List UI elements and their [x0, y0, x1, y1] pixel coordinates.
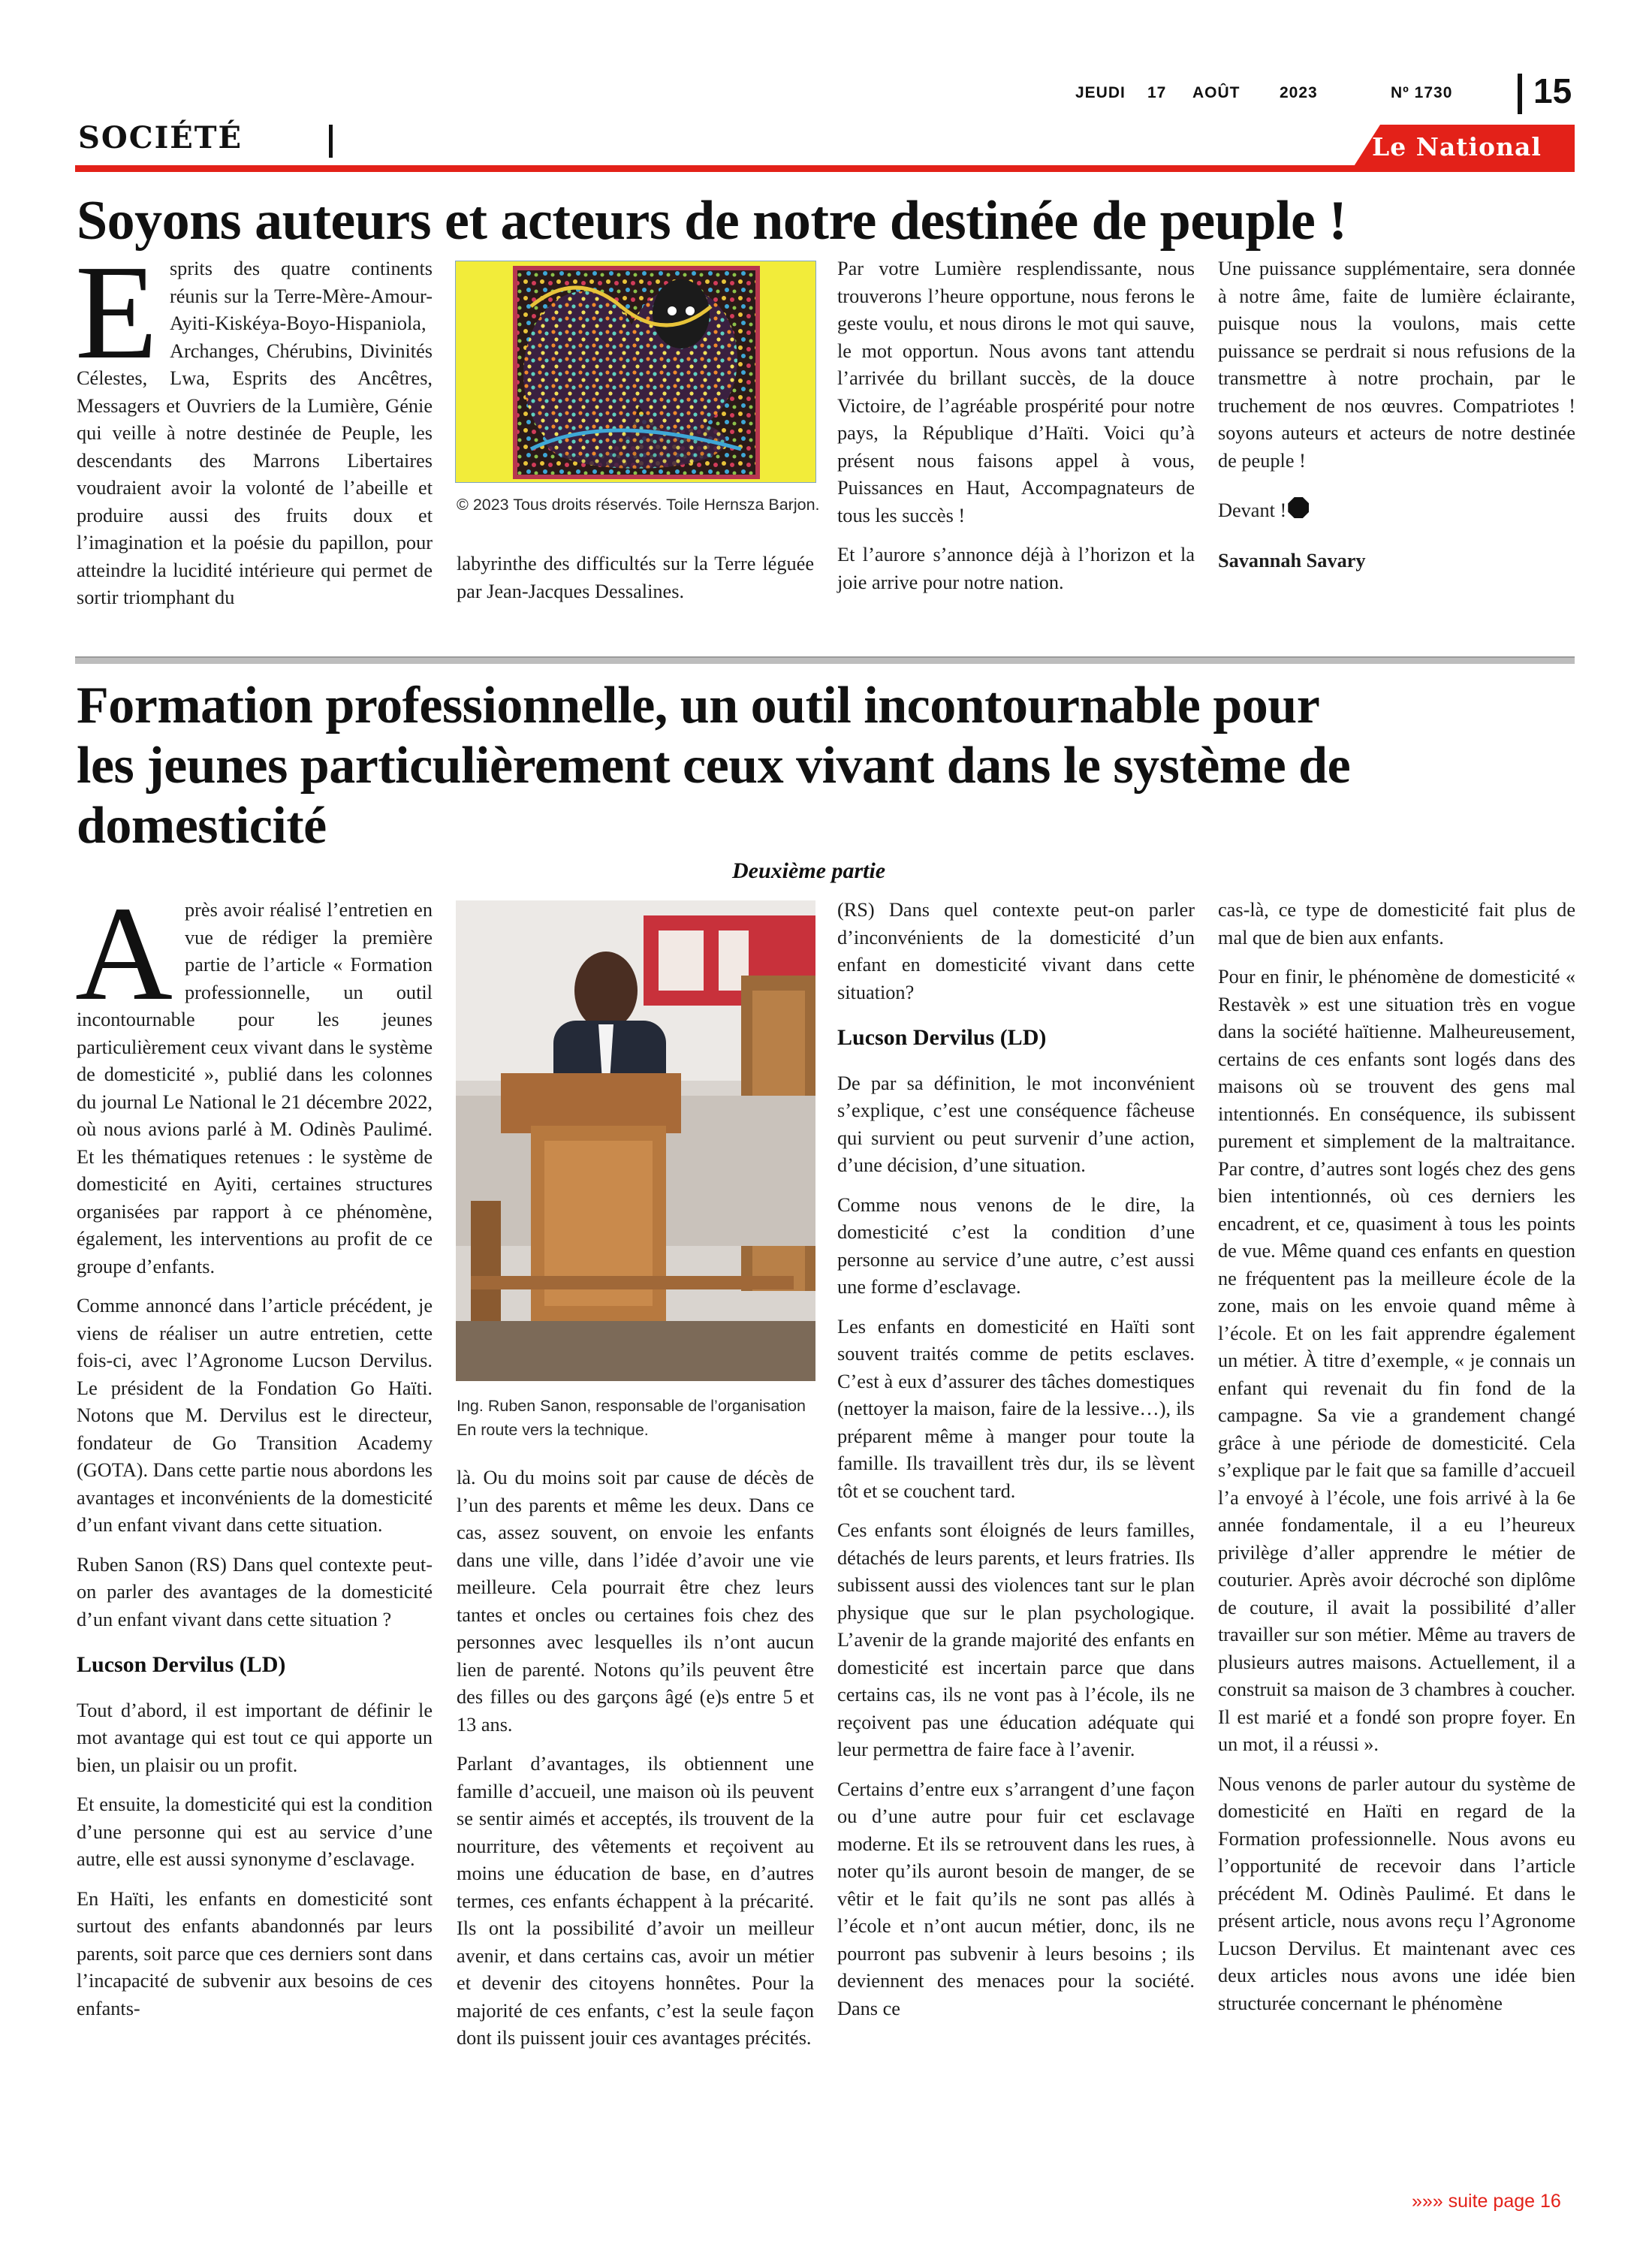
article1-text-2: labyrinthe des difficultés sur la Terre léguée par Jean-Jacques Dessalines.	[457, 553, 814, 602]
header-month: AOÛT	[1192, 84, 1241, 101]
article1-dropcap: E	[75, 237, 158, 387]
article2-text-12: Les enfants en domesticité en Haïti sont souvent traités comme de petits esclaves. C’est à eux d’assurer des tâches domestiques (nettoyer la maison, faire de la lessive…), ils préparent même à manger pour toute la famille. Ils travaillent très dur, ils se lèvent tôt et se couchent tard.	[837, 1315, 1195, 1502]
article2-text-11: Comme nous venons de le dire, la domesticité c’est la condition d’une personne au service d’une autre, c’est aussi une forme d’esclavage.	[837, 1193, 1195, 1298]
article1-author: Savannah Savary	[1218, 549, 1366, 572]
end-mark-icon	[1288, 497, 1309, 518]
article2-text-16: Pour en finir, le phénomène de domesticité « Restavèk » est une situation très en vogue dans la société haïtienne. Malheureusement, certains de ces enfants sont logés dans des maisons où se trouvent des gens mal intentionnés. En conséquence, ils subissent purement et simplement de la maltraitance. Par contre, d’autres sont logés chez des gens bien intentionnés, où ces derniers les encadrent, et ce, quasiment à tous les points de vue. Même quand ces enfants en question ne fréquentent pas la meilleure école de la zone, mais on les envoie quand même à l’école. Et on les fait apprendre également un métier. À titre d’exemple, « je connais un enfant qui revenait du fin fond de la campagne. Sa vie a grandement changé grâce à une période de domesticité. Cela s’explique par le fait que sa famille d’accueil l’a envoyé à l’école, une fois arrivé à la 6e année fondamentale, il a eu l’heureux privilège d’aller apprendre le métier de couturier. Après avoir décroché son diplôme de couture, il avait la possibilité d’aller travailler sur son métier. Même au travers de plusieurs autres maisons. Actuellement, il a construit sa maison de 3 chambres à coucher. Il est marié et a fondé son propre foyer. En un mot, il a réussi ».	[1218, 966, 1575, 1755]
article1-col3	[837, 255, 1195, 596]
article1-text-1: sprits des quatre continents réunis sur la Terre-Mère-Amour-Ayiti-Kiskéya-Boyo-Hispaniola, Archanges, Chérubins, Divinités Célestes, Lwa, Esprits des Ancêtres, Messagers et Ouvriers de la Lumière, Génie qui veille à notre destinée de Peuple, les descendants des Marrons Libertaires voudraient avoir la volonté de l’abeille et produire aussi des fruits doux et l’imagination et la poésie du papillon, pour atteindre la lucidité intérieure qui permet de sortir triomphant du	[77, 258, 433, 608]
article1-col2	[457, 550, 814, 605]
painting-caption: © 2023 Tous droits réservés. Toile Hernsza Barjon.	[457, 496, 820, 514]
header-separator	[1518, 74, 1522, 114]
article2-text-9: (RS) Dans quel contexte peut-on parler d’inconvénients de la domesticité d’un enfant en domesticité vivant dans cette situation?	[837, 899, 1195, 1003]
article2-text-2: Comme annoncé dans l’article précédent, je viens de réaliser un autre entretien, cette fois-ci, avec l’Agronome Lucson Dervilus. Le président de la Fondation Go Haïti. Notons que M. Dervilus est le directeur, fondateur de Go Transition Academy (GOTA). Dans cette partie nous abordons les avantages et inconvénients de la domesticité d’un enfant vivant dans cette situation.	[77, 1295, 433, 1536]
article2-text-7: là. Ou du moins soit par cause de décès de l’un des parents et même les deux. Dans ce cas, assez souvent, on envoie les enfants dans une ville, dans l’idée d’avoir une vie meilleure. Cela pourrait être chez leurs tantes et oncles ou certaines fois chez des personnes avec lesquelles ils n’ont aucun lien de parenté. Notons qu’ils peuvent être des filles ou des garçons âgé (e)s entre 5 et 13 ans.	[457, 1467, 814, 1736]
article2-text-8: Parlant d’avantages, ils obtiennent une famille d’accueil, une maison où ils peuvent se sentir aimés et acceptés, ils trouvent de la nourriture, des vêtements et reçoivent au moins une éducation de base, en d’autres termes, ces enfants échappent à la précarité. Ils ont la possibilité d’avoir un meilleur avenir, et dans certains cas, avoir un métier et devenir des citoyens honnêtes. Pour la majorité de ces enfants, c’est la seule façon dont ils puissent jouir ces avantages précités.	[457, 1753, 814, 2049]
article1-text-4: Et l’aurore s’annonce déjà à l’horizon et la joie arrive pour notre nation.	[837, 544, 1195, 593]
article2-title-line1: Formation professionnelle, un outil incontournable pour	[77, 677, 1320, 734]
article2-title	[77, 676, 1350, 856]
article1-text-5: Une puissance supplémentaire, sera donnée à notre âme, faite de lumière éclairante, puisque nous la voulons, mais cette puissance se perdrait si nous refusions de la transmettre à notre prochain, par le truchement de nos œuvres. Compatriotes ! soyons auteurs et acteurs de notre destinée de peuple !	[1218, 258, 1575, 472]
page-number: 15	[1533, 71, 1572, 110]
article1-title: Soyons auteurs et acteurs de notre destinée de peuple !	[77, 190, 1347, 252]
article2-col2	[457, 1464, 814, 2052]
interviewee-heading-1: Lucson Dervilus (LD)	[77, 1652, 286, 1677]
header-rule	[75, 165, 1575, 172]
article2-text-10: De par sa définition, le mot inconvénient s’explique, c’est une conséquence fâcheuse qui survient ou peut survenir d’une action, d’une décision, d’une situation.	[837, 1072, 1195, 1176]
interviewee-heading-2: Lucson Dervilus (LD)	[837, 1025, 1047, 1050]
header-day: JEUDI	[1075, 84, 1126, 101]
article2-text-5: Et ensuite, la domesticité qui est la condition d’une personne qui est au service d’une autre, elle est aussi synonyme d’esclavage.	[77, 1793, 433, 1870]
article2-col3	[837, 897, 1195, 2022]
header-date: 17	[1147, 84, 1167, 101]
article2-title-line3: domesticité	[77, 797, 327, 855]
speaker-photo-caption: Ing. Ruben Sanon, responsable de l’organisation En route vers la technique.	[457, 1397, 806, 1439]
continued-link[interactable]: »»» suite page 16	[1412, 2191, 1561, 2212]
article-divider	[75, 656, 1575, 664]
article1-col4	[1218, 255, 1575, 575]
article1-text-3: Par votre Lumière resplendissante, nous trouverons l’heure opportune, nous ferons le geste voulu, et nous dirons le mot qui sauve, le mot opportun. Nous avons tant attendu l’arrivée du brillant succès, de la douce Victoire, de l’agréable prospérité pour notre pays, la République d’Haïti. Voici qu’à présent nous faisons appel à vous, Puissances en Haut, Accompagnateurs de tous les succès !	[837, 258, 1195, 526]
header-issue: Nº 1730	[1391, 84, 1453, 101]
article2-text-6: En Haïti, les enfants en domesticité sont surtout des enfants abandonnés par leurs parents, soit parce que ces derniers sont dans l’incapacité de subvenir aux besoins de ces enfants-	[77, 1887, 433, 2019]
painting-image	[455, 261, 816, 483]
section-label: SOCIÉTÉ	[78, 120, 243, 155]
header-year: 2023	[1280, 84, 1318, 101]
article1-devant: Devant !	[1218, 499, 1287, 521]
article2-title-line2: les jeunes particulièrement ceux vivant dans le système de	[77, 737, 1351, 795]
article2-text-17: Nous venons de parler autour du système de domesticité en Haïti en regard de la Formation professionnelle. Nous avons eu l’opportunité de recevoir dans l’article précédent M. Odinès Paulimé. Et dans le présent article, nous avons reçu l’Agronome Lucson Dervilus. Et maintenant avec ces deux articles nous avons une idée bien structurée concernant le phénomène	[1218, 1772, 1575, 2014]
article2-subtitle: Deuxième partie	[732, 858, 886, 883]
article2-dropcap: A	[75, 879, 173, 1028]
publication-name: Le National	[1372, 132, 1542, 161]
article2-text-14: Certains d’entre eux s’arrangent d’une façon ou d’une autre pour fuir cet esclavage moderne. Et ils se retrouvent dans les rues, à noter qu’ils auront besoin de manger, de se vêtir et le fait qu’ils ne sont pas allés à l’école et n’ont aucun métier, donc, ils ne pourront pas subvenir à leurs besoins ; ils deviennent des menaces pour la société. Dans ce	[837, 1778, 1195, 2019]
article2-text-15: cas-là, ce type de domesticité fait plus de mal que de bien aux enfants.	[1218, 899, 1575, 949]
article2-text-13: Ces enfants sont éloignés de leurs familles, détachés de leurs parents, et leurs fratries. Ils subissent aussi des violences tant sur le plan physique que sur le plan psychologique. L’avenir de la grande majorité des enfants en domesticité est incertain parce que dans certains cas, ils ne vont pas à l’école, ils ne reçoivent pas une éducation adéquate qui leur permettra de faire face à l’avenir.	[837, 1519, 1195, 1760]
article2-col1	[75, 879, 433, 2022]
article1-col1	[75, 237, 433, 612]
article2-col4	[1218, 897, 1575, 2017]
article2-text-4: Tout d’abord, il est important de définir le mot avantage qui est tout ce qui apporte un bien, un plaisir ou un profit.	[77, 1699, 433, 1776]
article2-text-3: Ruben Sanon (RS) Dans quel contexte peut-on parler des avantages de la domesticité d’un enfant vivant dans cette situation ?	[77, 1553, 433, 1630]
article2-text-1: près avoir réalisé l’entretien en vue de rédiger la première partie de l’article « Formation professionnelle, un outil incontournable pour les jeunes particulièrement ceux vivant dans le système de domesticité », publié dans les colonnes du journal Le National le 21 décembre 2022, où nous avions parlé à M. Odinès Paulimé. Et les thématiques retenues : le système de domesticité en Ayiti, certaines structures organisées par rapport à ce phénomène, également, les interventions au profit de ce groupe d’enfants.	[77, 899, 433, 1277]
speaker-photo	[456, 900, 815, 1381]
section-separator	[329, 125, 333, 158]
